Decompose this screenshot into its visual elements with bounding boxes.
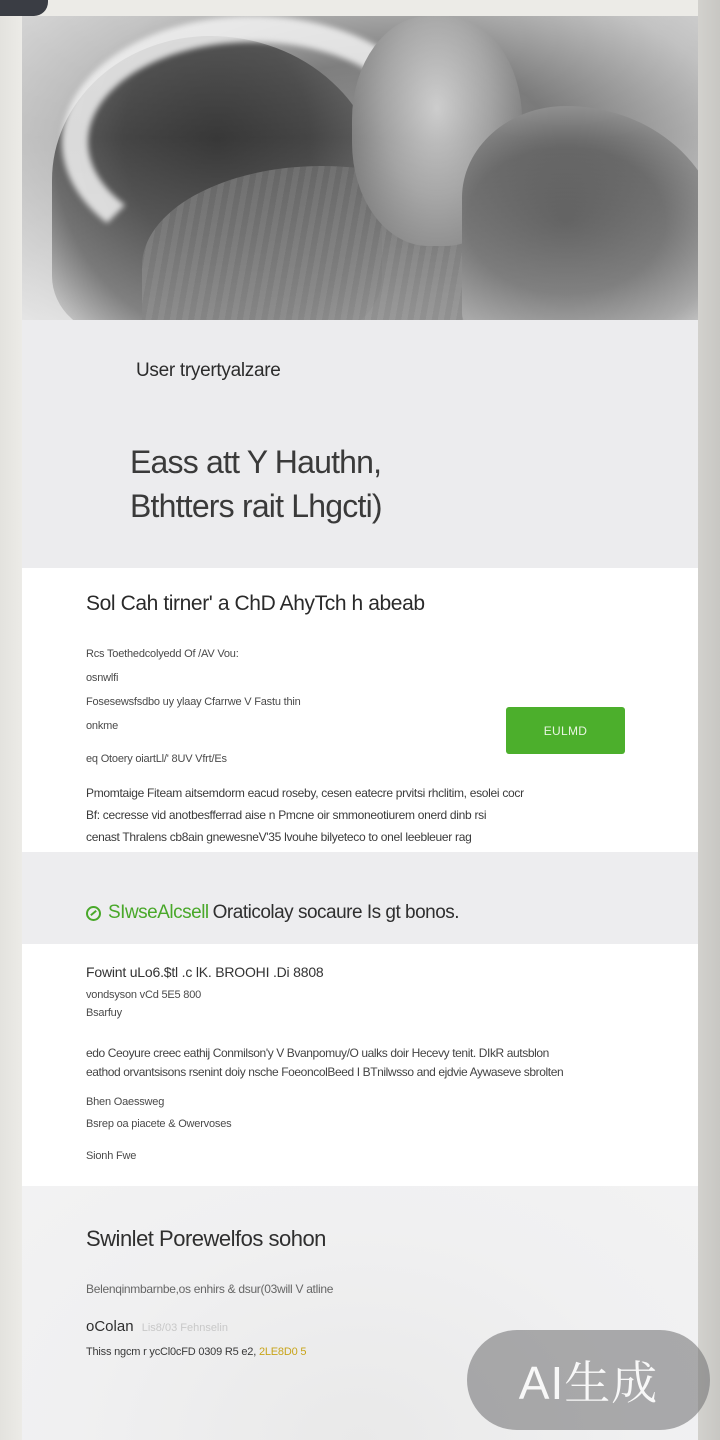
offer-line: onkme: [86, 720, 119, 732]
feature-banner: [22, 852, 698, 944]
detail-line: Bsarfuy: [86, 1007, 122, 1019]
footer-title: Swinlet Porewelfos sohon: [86, 1226, 326, 1251]
detail-line: Sionh Fwe: [86, 1150, 137, 1162]
intro-section: [22, 320, 698, 568]
email-content[interactable]: [22, 16, 698, 1440]
banner-text: [86, 902, 459, 924]
detail-title: Fowint uLo6.$tl .c lK. BROOHI .Di 8808: [86, 964, 324, 980]
detail-paragraph-line: edo Ceoyure creec eathij Conmilson'y V Bvanpomuy/O ualks doir Hecevy tenit. DIkR autsblon: [86, 1046, 549, 1060]
footer-label-text: oColan: [86, 1318, 134, 1335]
hero-mist-overlay: [22, 16, 698, 320]
offer-paragraph-line: cenast Thralens cb8ain gnewesneV'35 lvouhe bilyeteco to onel leebleuer rag: [86, 830, 472, 844]
footer-price-text: Thiss ngcm r ycCl0cFD 0309 R5 e2,: [86, 1346, 257, 1358]
detail-line: vondsyson vCd 5E5 800: [86, 989, 202, 1001]
offer-paragraph: [86, 782, 586, 848]
banner-main-text: Oraticolay socaure Is gt bonos.: [212, 902, 460, 923]
footer-subtitle: Belenqinmbarnbe,os enhirs & dsur(03will V atline: [86, 1282, 334, 1296]
offer-line: Fosesewsfsdbo uy ylaay Cfarrwe V Fastu thin: [86, 696, 301, 708]
detail-paragraph: [86, 1044, 646, 1082]
ai-generated-watermark: AI生成: [467, 1330, 710, 1430]
offer-title: Sol Cah tirner' a ChD AhyTch h abeab: [86, 592, 425, 615]
headline-line-1: Eass att Y Hauthn,: [130, 444, 382, 480]
footer-price-highlight[interactable]: 2LE8D0 5: [258, 1346, 307, 1358]
intro-headline: [130, 440, 610, 528]
footer-label-faint: Lis8/03 Fehnselin: [141, 1322, 228, 1334]
footer-price: [86, 1346, 306, 1358]
detail-card: [22, 944, 698, 1186]
offer-card: [22, 568, 698, 852]
headline-line-2: Bthtters rait Lhgcti): [130, 488, 382, 524]
offer-line: eq Otoery oiartLl/' 8UV Vfrt/Es: [86, 753, 227, 765]
hero-image: [22, 16, 698, 320]
footer-label: [86, 1318, 228, 1335]
offer-line: osnwlfi: [86, 672, 119, 684]
offer-paragraph-line: Bf: cecresse vid anotbesfferrad aise n Pmcne oir smmoneotiurem onerd dinb rsi: [86, 808, 487, 822]
offer-line: Rcs Toethedcolyedd Of /AV Vou:: [86, 648, 239, 660]
detail-line: Bhen Oaessweg: [86, 1096, 165, 1108]
cta-button[interactable]: EULMD: [506, 707, 625, 754]
detail-line: Bsrep oa piacete & Owervoses: [86, 1118, 232, 1130]
detail-paragraph-line: eathod orvantsisons rsenint doiy nsche FoeoncolBeed I BTnilwsso and ejdvie Aywaseve sbrolten: [86, 1065, 564, 1079]
right-rail: [698, 0, 720, 1440]
banner-green-text: SIwseAlcsell: [108, 902, 209, 923]
check-circle-icon: [86, 906, 101, 921]
offer-paragraph-line: Pmomtaige Fiteam aitsemdorm eacud roseby, cesen eatecre prvitsi rhclitim, esolei cocr: [86, 786, 524, 800]
intro-eyebrow: User tryertyalzare: [136, 360, 281, 381]
corner-tab: [0, 0, 48, 16]
